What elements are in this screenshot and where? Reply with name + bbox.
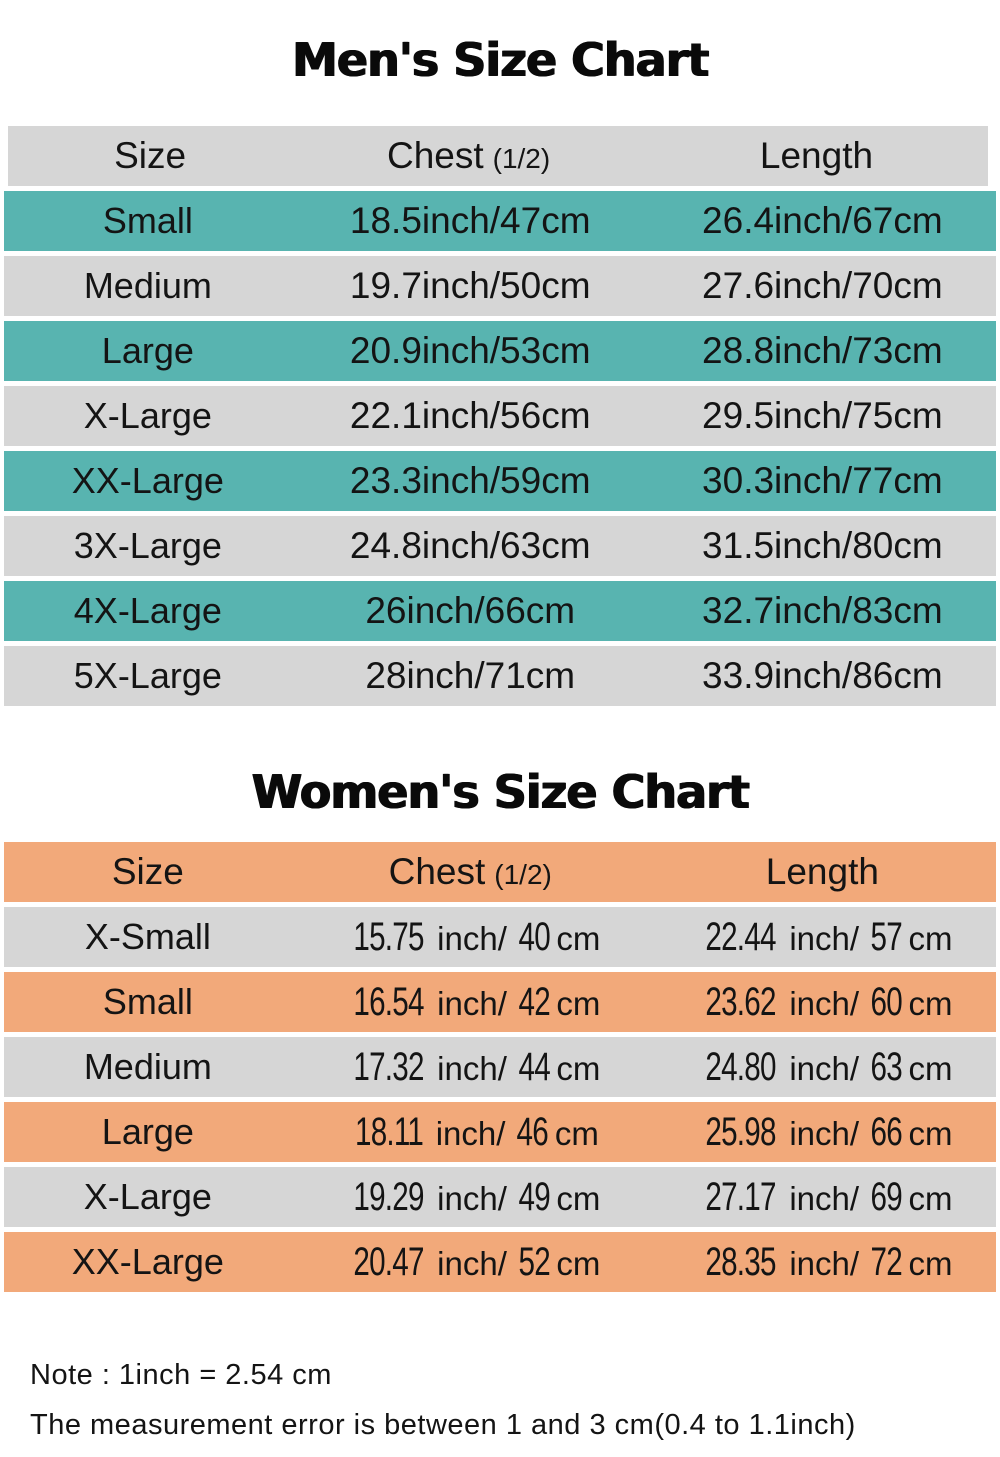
womens-table-row — [4, 907, 996, 967]
size-cell: Medium — [83, 265, 212, 306]
mens-table-row — [4, 386, 996, 446]
mens-table-row — [4, 451, 996, 511]
chest-cell — [292, 1240, 649, 1285]
inch-value: 18.11 — [354, 1109, 423, 1154]
inch-unit: inch/ — [435, 1114, 506, 1152]
inch-unit: inch/ — [789, 984, 860, 1022]
cm-unit: cm — [908, 984, 953, 1022]
table-header-row — [8, 126, 988, 186]
header-chest-half-note: (1/2) — [494, 859, 552, 890]
header-chest-label — [292, 135, 645, 177]
inch-unit: inch/ — [437, 1049, 507, 1087]
inch-value: 24.80 — [705, 1044, 776, 1089]
inch-value: 15.75 — [353, 914, 424, 959]
mens-table-row — [4, 191, 996, 251]
cm-value: 52 — [518, 1239, 550, 1284]
cm-unit: cm — [908, 1244, 953, 1282]
inch-unit: inch/ — [437, 1179, 507, 1217]
mens-table-row — [4, 321, 996, 381]
inch-unit: inch/ — [437, 919, 507, 957]
size-cell: Large — [101, 330, 194, 371]
inch-value: 16.54 — [353, 979, 424, 1024]
inch-value: 22.44 — [705, 914, 776, 959]
cm-unit: cm — [908, 1179, 953, 1217]
inch-value: 19.29 — [353, 1174, 424, 1219]
womens-table-row — [4, 1037, 996, 1097]
cm-unit: cm — [554, 1114, 599, 1152]
note-measurement-error: The measurement error is between 1 and 3 cm(0.4 to 1.1inch) — [30, 1409, 856, 1441]
womens-table-row — [4, 1232, 996, 1292]
cm-unit: cm — [908, 1114, 953, 1152]
length-cell — [649, 1175, 996, 1220]
size-cell: Medium — [83, 1046, 212, 1087]
size-cell: X-Large — [83, 1176, 212, 1217]
header-chest-text: Chest — [386, 135, 484, 176]
cm-value: 57 — [870, 914, 903, 959]
length-cell — [649, 980, 996, 1025]
inch-value: 28.35 — [705, 1239, 776, 1284]
size-cell: 5X-Large — [73, 655, 222, 696]
footnotes — [30, 1350, 1000, 1450]
cm-value: 63 — [870, 1044, 903, 1089]
note-inch-conversion: Note : 1inch = 2.54 cm — [30, 1359, 332, 1391]
chest-cell — [292, 1110, 649, 1155]
womens-table-row — [4, 972, 996, 1032]
length-cell — [649, 1045, 996, 1090]
chest-cell: 28inch/71cm — [365, 655, 576, 696]
chest-cell — [292, 1045, 649, 1090]
header-chest-half-note: (1/2) — [492, 143, 551, 174]
size-cell: X-Small — [84, 916, 211, 957]
size-cell: 3X-Large — [73, 525, 222, 566]
size-cell: X-Large — [83, 395, 212, 436]
inch-value: 25.98 — [705, 1109, 776, 1154]
cm-value: 44 — [518, 1044, 550, 1089]
length-cell — [649, 1110, 996, 1155]
inch-value: 23.62 — [705, 979, 776, 1024]
size-cell: Small — [102, 981, 193, 1022]
chest-cell: 26inch/66cm — [365, 590, 576, 631]
cm-value: 72 — [870, 1239, 903, 1284]
mens-table-row — [4, 516, 996, 576]
inch-unit: inch/ — [437, 984, 507, 1022]
cm-unit: cm — [556, 919, 601, 957]
chest-cell: 18.5inch/47cm — [349, 200, 591, 241]
womens-size-table — [0, 842, 1000, 1292]
mens-size-table — [0, 126, 1000, 706]
cm-value: 69 — [870, 1174, 903, 1219]
length-cell: 26.4inch/67cm — [702, 200, 943, 241]
header-length-label: Length — [765, 851, 879, 892]
chest-cell — [292, 1175, 649, 1220]
inch-unit: inch/ — [789, 1244, 860, 1282]
womens-table-row — [4, 1102, 996, 1162]
mens-chart-title: Men's Size Chart — [291, 33, 709, 87]
cm-unit: cm — [556, 984, 601, 1022]
cm-unit: cm — [908, 919, 953, 957]
length-cell: 29.5inch/75cm — [702, 395, 943, 436]
size-cell: XX-Large — [71, 1241, 224, 1282]
chest-cell — [292, 915, 649, 960]
inch-unit: inch/ — [789, 1114, 860, 1152]
length-cell: 31.5inch/80cm — [702, 525, 943, 566]
cm-unit: cm — [556, 1244, 601, 1282]
mens-table-row — [4, 581, 996, 641]
length-cell: 30.3inch/77cm — [702, 460, 943, 501]
length-cell: 32.7inch/83cm — [702, 590, 943, 631]
inch-value: 20.47 — [353, 1239, 424, 1284]
header-size-label: Size — [114, 135, 187, 176]
length-cell: 27.6inch/70cm — [702, 265, 943, 306]
cm-value: 66 — [870, 1109, 903, 1154]
cm-unit: cm — [908, 1049, 953, 1087]
header-length-label: Length — [759, 135, 874, 176]
size-cell: Small — [102, 200, 193, 241]
inch-value: 17.32 — [353, 1044, 424, 1089]
cm-value: 42 — [518, 979, 550, 1024]
table-header-row — [4, 842, 996, 902]
size-cell: XX-Large — [71, 460, 224, 501]
mens-table-row — [4, 256, 996, 316]
header-chest-text: Chest — [388, 851, 486, 892]
inch-unit: inch/ — [789, 919, 860, 957]
length-cell — [649, 915, 996, 960]
cm-value: 60 — [870, 979, 903, 1024]
size-cell: Large — [101, 1111, 194, 1152]
inch-unit: inch/ — [437, 1244, 507, 1282]
cm-unit: cm — [556, 1049, 601, 1087]
chest-cell: 23.3inch/59cm — [349, 460, 591, 501]
size-cell: 4X-Large — [73, 590, 222, 631]
header-chest-label — [292, 851, 649, 893]
length-cell: 28.8inch/73cm — [702, 330, 943, 371]
womens-table-row — [4, 1167, 996, 1227]
mens-table-row — [4, 646, 996, 706]
inch-unit: inch/ — [789, 1179, 860, 1217]
chest-cell: 19.7inch/50cm — [349, 265, 591, 306]
chest-cell: 20.9inch/53cm — [349, 330, 591, 371]
header-size-label: Size — [111, 851, 184, 892]
cm-value: 49 — [518, 1174, 550, 1219]
inch-value: 27.17 — [705, 1174, 776, 1219]
length-cell: 33.9inch/86cm — [702, 655, 943, 696]
womens-chart-title: Women's Size Chart — [251, 765, 749, 819]
chest-cell: 24.8inch/63cm — [349, 525, 591, 566]
cm-unit: cm — [556, 1179, 601, 1217]
inch-unit: inch/ — [789, 1049, 860, 1087]
cm-value: 40 — [518, 914, 550, 959]
cm-value: 46 — [516, 1109, 549, 1154]
chest-cell: 22.1inch/56cm — [349, 395, 591, 436]
chest-cell — [292, 980, 649, 1025]
length-cell — [649, 1240, 996, 1285]
